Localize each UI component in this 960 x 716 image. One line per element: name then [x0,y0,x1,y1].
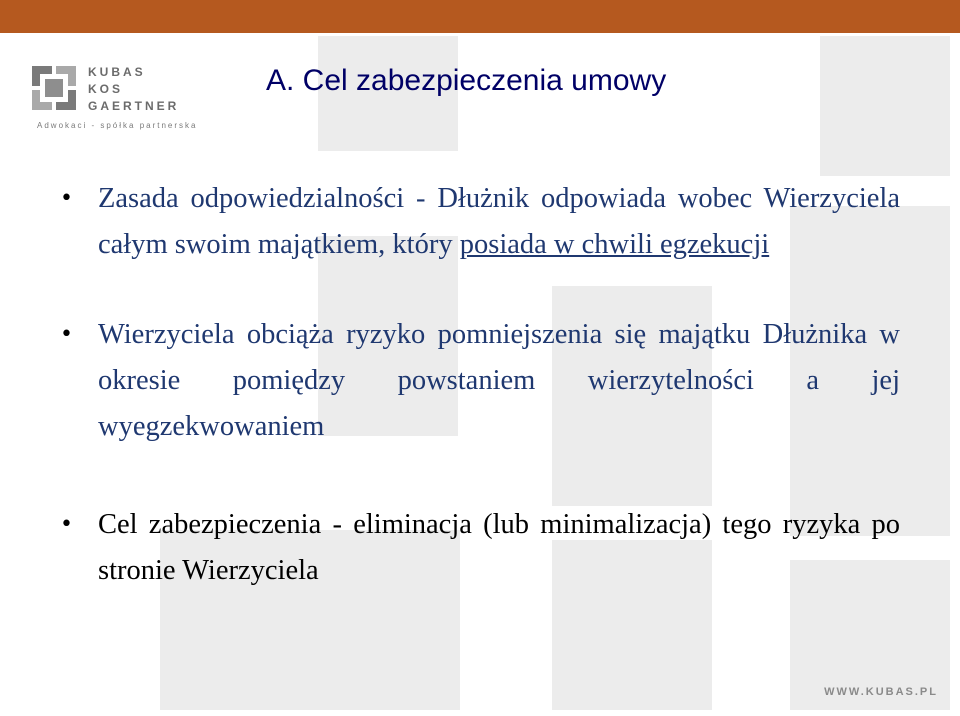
bullet-text: Wierzyciela obciąża ryzyko pomniejszenia się majątku Dłużnika w okresie pomiędzy powstaniem wierzytelności a jej wyegzekwowaniem [98,319,900,442]
bullet-item [60,502,900,594]
bullet-text-underlined: posiada w chwili egzekucji [459,229,770,260]
logo-subtitle: Adwokaci - spółka partnerska [37,121,198,130]
bullet-icon: • [60,512,73,537]
bullet-item [60,176,900,268]
logo-line-3: GAERTNER [88,99,180,113]
top-accent-bar [0,0,960,33]
bullet-icon: • [60,322,73,347]
bullet-text: Cel zabezpieczenia - eliminacja (lub minimalizacja) tego ryzyka po stronie Wierzyciela [98,509,900,586]
bullet-icon: • [60,186,73,211]
background-block [820,36,950,176]
logo-wordmark [88,64,179,115]
bullet-list [60,176,900,594]
logo-line-2: KOS [88,82,124,96]
slide-title: A. Cel zabezpieczenia umowy [266,64,667,97]
footer-website: WWW.KUBAS.PL [824,686,938,698]
company-logo-icon [32,66,76,110]
logo-line-1: KUBAS [88,65,146,79]
bullet-text: Zasada odpowiedzialności - Dłużnik odpowiada wobec Wierzyciela całym swoim majątkiem, który [98,183,900,260]
bullet-item [60,312,900,450]
